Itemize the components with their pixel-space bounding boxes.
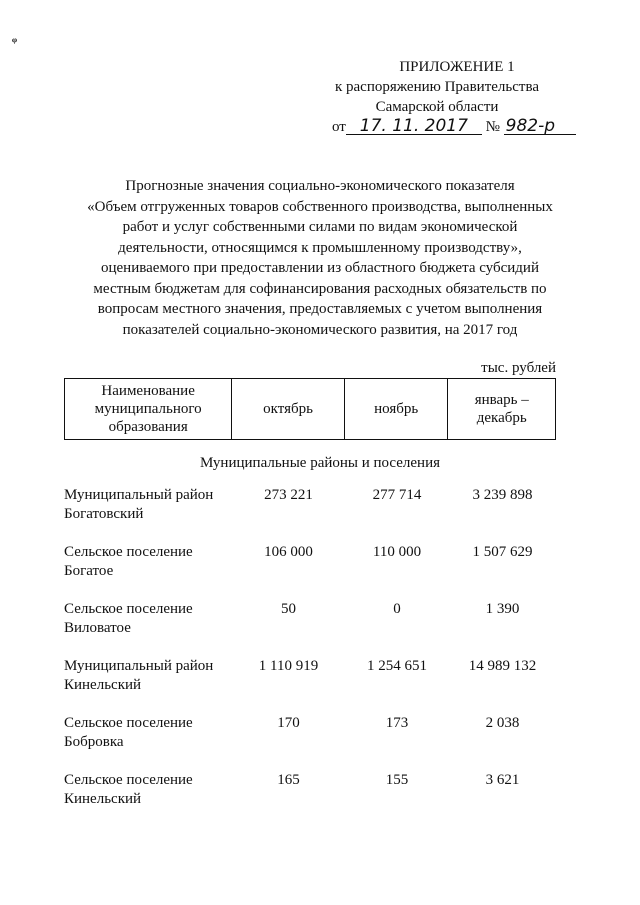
row-october: 50 [281, 601, 296, 617]
table-row [64, 543, 556, 600]
row-october: 273 221 [264, 487, 313, 503]
row-november: 110 000 [372, 544, 422, 560]
row-november: 155 [385, 772, 409, 788]
section-title: Муниципальные районы и поселения [199, 455, 441, 471]
appendix-subtitle-1: к распоряжению Правительства [334, 79, 539, 95]
title-line: «Объем отгруженных товаров собственного производства, выполненных [87, 198, 553, 215]
row-jan-dec: 3 239 898 [472, 487, 533, 503]
title-line: работ и услуг собственными силами по видам экономической [122, 219, 518, 235]
header-name: Наименование муниципального образования [65, 379, 232, 439]
table-row [64, 657, 556, 714]
header-november: ноябрь [345, 379, 449, 439]
row-name: Сельское поселение Богатое [64, 544, 193, 579]
row-october: 170 [277, 715, 300, 731]
row-november: 1 254 651 [367, 658, 427, 674]
title-line: местным бюджетам для софинансирования расходных обязательств по [93, 280, 547, 297]
row-jan-dec: 3 621 [485, 772, 520, 788]
table-row [64, 486, 556, 543]
row-october: 1 110 919 [258, 658, 319, 674]
row-jan-dec: 2 038 [485, 715, 520, 731]
corner-mark: ᵩ [12, 30, 17, 45]
table-body [64, 486, 556, 828]
row-name: Муниципальный район Кинельский [64, 658, 214, 693]
table-row [64, 771, 556, 828]
row-name: Сельское поселение Бобровка [64, 715, 193, 750]
header-jan-dec: январь – декабрь [474, 392, 529, 426]
row-october: 106 000 [264, 544, 313, 560]
row-october: 165 [277, 772, 300, 788]
unit-label: тыс. рублей [481, 360, 556, 376]
row-november: 0 [393, 601, 401, 617]
header-october: октябрь [232, 379, 345, 439]
from-label: от [332, 119, 346, 135]
decree-reference [332, 118, 572, 136]
number-label: № [485, 119, 500, 135]
row-jan-dec: 1 507 629 [472, 544, 533, 560]
row-november: 173 [385, 715, 409, 731]
title-line: Прогнозные значения социально-экономического показателя [125, 178, 515, 194]
title-line: показателей социально-экономического развития, на 2017 год [122, 321, 518, 338]
table-row [64, 714, 556, 771]
row-name: Муниципальный район Богатовский [64, 487, 214, 522]
appendix-header [312, 57, 562, 117]
row-november: 277 714 [372, 487, 422, 503]
row-name: Сельское поселение Кинельский [64, 772, 193, 807]
document-title [60, 176, 580, 340]
title-line: деятельности, относящимся к промышленному производству», [118, 239, 522, 256]
appendix-subtitle-2: Самарской области [375, 99, 499, 115]
table-header [64, 378, 556, 440]
row-jan-dec: 14 989 132 [468, 658, 537, 674]
handwritten-number: 982-р [504, 118, 576, 135]
title-line: оцениваемого при предоставлении из областного бюджета субсидий [101, 260, 539, 276]
appendix-title: ПРИЛОЖЕНИЕ 1 [399, 59, 515, 75]
title-line: вопросам местного значения, предоставляемых с учетом выполнения [97, 301, 543, 317]
handwritten-date: 17. 11. 2017 [346, 118, 482, 135]
row-name: Сельское поселение Виловатое [64, 601, 193, 636]
table-row [64, 600, 556, 657]
row-jan-dec: 1 390 [485, 601, 520, 617]
